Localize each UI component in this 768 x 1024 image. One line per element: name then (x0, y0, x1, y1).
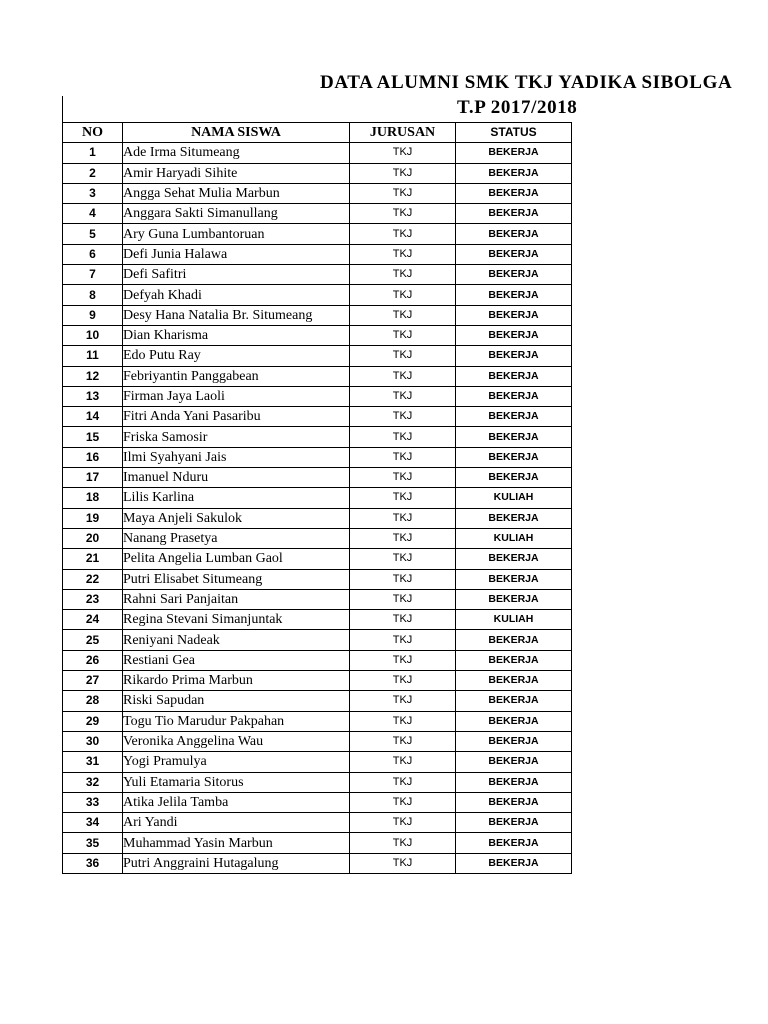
cell-status: BEKERJA (456, 346, 572, 366)
cell-no: 19 (63, 508, 123, 528)
cell-no: 29 (63, 711, 123, 731)
cell-status: BEKERJA (456, 325, 572, 345)
cell-status: BEKERJA (456, 183, 572, 203)
header-nama-siswa: NAMA SISWA (123, 123, 350, 143)
cell-status: BEKERJA (456, 569, 572, 589)
cell-nama-siswa: Togu Tio Marudur Pakpahan (123, 711, 350, 731)
cell-jurusan: TKJ (350, 183, 456, 203)
cell-jurusan: TKJ (350, 447, 456, 467)
document-title: DATA ALUMNI SMK TKJ YADIKA SIBOLGA (320, 72, 733, 93)
cell-jurusan: TKJ (350, 528, 456, 548)
cell-no: 15 (63, 427, 123, 447)
cell-jurusan: TKJ (350, 325, 456, 345)
cell-nama-siswa: Angga Sehat Mulia Marbun (123, 183, 350, 203)
table-row (63, 853, 572, 873)
cell-status: KULIAH (456, 528, 572, 548)
table-row (63, 610, 572, 630)
cell-status: BEKERJA (456, 366, 572, 386)
cell-nama-siswa: Dian Kharisma (123, 325, 350, 345)
cell-nama-siswa: Veronika Anggelina Wau (123, 731, 350, 751)
cell-no: 32 (63, 772, 123, 792)
cell-nama-siswa: Yuli Etamaria Sitorus (123, 772, 350, 792)
table-row (63, 650, 572, 670)
table-row (63, 711, 572, 731)
cell-nama-siswa: Rikardo Prima Marbun (123, 671, 350, 691)
cell-jurusan: TKJ (350, 244, 456, 264)
cell-status: KULIAH (456, 488, 572, 508)
table-body (63, 143, 572, 874)
cell-nama-siswa: Ari Yandi (123, 813, 350, 833)
table-row (63, 244, 572, 264)
table-row (63, 183, 572, 203)
cell-nama-siswa: Fitri Anda Yani Pasaribu (123, 407, 350, 427)
cell-status: BEKERJA (456, 813, 572, 833)
table-row (63, 691, 572, 711)
cell-nama-siswa: Pelita Angelia Lumban Gaol (123, 549, 350, 569)
cell-no: 9 (63, 305, 123, 325)
table-row (63, 488, 572, 508)
cell-jurusan: TKJ (350, 427, 456, 447)
cell-no: 27 (63, 671, 123, 691)
cell-jurusan: TKJ (350, 366, 456, 386)
cell-jurusan: TKJ (350, 407, 456, 427)
table-row (63, 589, 572, 609)
cell-no: 31 (63, 752, 123, 772)
cell-jurusan: TKJ (350, 630, 456, 650)
table-row (63, 346, 572, 366)
cell-nama-siswa: Atika Jelila Tamba (123, 792, 350, 812)
cell-nama-siswa: Rahni Sari Panjaitan (123, 589, 350, 609)
cell-no: 26 (63, 650, 123, 670)
table-row (63, 305, 572, 325)
cell-no: 14 (63, 407, 123, 427)
cell-no: 12 (63, 366, 123, 386)
table-row (63, 285, 572, 305)
cell-status: BEKERJA (456, 204, 572, 224)
cell-nama-siswa: Defyah Khadi (123, 285, 350, 305)
cell-status: KULIAH (456, 610, 572, 630)
cell-no: 21 (63, 549, 123, 569)
cell-no: 23 (63, 589, 123, 609)
cell-jurusan: TKJ (350, 508, 456, 528)
table-row (63, 325, 572, 345)
cell-nama-siswa: Imanuel Nduru (123, 468, 350, 488)
cell-jurusan: TKJ (350, 386, 456, 406)
cell-jurusan: TKJ (350, 691, 456, 711)
cell-no: 22 (63, 569, 123, 589)
cell-jurusan: TKJ (350, 833, 456, 853)
cell-no: 24 (63, 610, 123, 630)
cell-nama-siswa: Reniyani Nadeak (123, 630, 350, 650)
cell-status: BEKERJA (456, 752, 572, 772)
table-row (63, 508, 572, 528)
cell-no: 5 (63, 224, 123, 244)
cell-nama-siswa: Desy Hana Natalia Br. Situmeang (123, 305, 350, 325)
table-row (63, 549, 572, 569)
cell-status: BEKERJA (456, 447, 572, 467)
header-jurusan: JURUSAN (350, 123, 456, 143)
table-row (63, 792, 572, 812)
cell-nama-siswa: Restiani Gea (123, 650, 350, 670)
cell-jurusan: TKJ (350, 163, 456, 183)
cell-nama-siswa: Muhammad Yasin Marbun (123, 833, 350, 853)
cell-status: BEKERJA (456, 772, 572, 792)
title-area (0, 0, 733, 124)
cell-jurusan: TKJ (350, 488, 456, 508)
cell-status: BEKERJA (456, 244, 572, 264)
table-row (63, 813, 572, 833)
cell-nama-siswa: Ilmi Syahyani Jais (123, 447, 350, 467)
cell-nama-siswa: Firman Jaya Laoli (123, 386, 350, 406)
cell-no: 28 (63, 691, 123, 711)
cell-nama-siswa: Anggara Sakti Simanullang (123, 204, 350, 224)
cell-status: BEKERJA (456, 671, 572, 691)
cell-status: BEKERJA (456, 853, 572, 873)
cell-status: BEKERJA (456, 650, 572, 670)
table-row (63, 447, 572, 467)
cell-jurusan: TKJ (350, 265, 456, 285)
cell-status: BEKERJA (456, 833, 572, 853)
table-row (63, 163, 572, 183)
left-border-rule (62, 96, 63, 122)
cell-no: 10 (63, 325, 123, 345)
cell-status: BEKERJA (456, 265, 572, 285)
cell-nama-siswa: Nanang Prasetya (123, 528, 350, 548)
cell-status: BEKERJA (456, 143, 572, 163)
table-row (63, 671, 572, 691)
table-row (63, 731, 572, 751)
cell-nama-siswa: Putri Anggraini Hutagalung (123, 853, 350, 873)
cell-jurusan: TKJ (350, 589, 456, 609)
table-header-row (63, 123, 572, 143)
cell-jurusan: TKJ (350, 853, 456, 873)
table-row (63, 569, 572, 589)
table-row (63, 366, 572, 386)
cell-jurusan: TKJ (350, 549, 456, 569)
table-row (63, 204, 572, 224)
cell-no: 4 (63, 204, 123, 224)
cell-no: 35 (63, 833, 123, 853)
cell-status: BEKERJA (456, 305, 572, 325)
cell-nama-siswa: Lilis Karlina (123, 488, 350, 508)
cell-no: 18 (63, 488, 123, 508)
cell-status: BEKERJA (456, 711, 572, 731)
cell-status: BEKERJA (456, 792, 572, 812)
document-subtitle-year: T.P 2017/2018 (457, 97, 578, 118)
cell-status: BEKERJA (456, 427, 572, 447)
cell-no: 8 (63, 285, 123, 305)
cell-nama-siswa: Friska Samosir (123, 427, 350, 447)
table-row (63, 427, 572, 447)
cell-nama-siswa: Regina Stevani Simanjuntak (123, 610, 350, 630)
cell-status: BEKERJA (456, 407, 572, 427)
cell-jurusan: TKJ (350, 204, 456, 224)
cell-jurusan: TKJ (350, 224, 456, 244)
cell-jurusan: TKJ (350, 569, 456, 589)
cell-jurusan: TKJ (350, 731, 456, 751)
cell-status: BEKERJA (456, 549, 572, 569)
cell-status: BEKERJA (456, 589, 572, 609)
cell-jurusan: TKJ (350, 650, 456, 670)
table-row (63, 772, 572, 792)
cell-status: BEKERJA (456, 731, 572, 751)
cell-nama-siswa: Riski Sapudan (123, 691, 350, 711)
cell-status: BEKERJA (456, 508, 572, 528)
alumni-table (62, 122, 572, 874)
cell-nama-siswa: Defi Safitri (123, 265, 350, 285)
cell-no: 11 (63, 346, 123, 366)
table-row (63, 386, 572, 406)
cell-no: 20 (63, 528, 123, 548)
cell-nama-siswa: Ade Irma Situmeang (123, 143, 350, 163)
cell-nama-siswa: Ary Guna Lumbantoruan (123, 224, 350, 244)
cell-no: 25 (63, 630, 123, 650)
cell-status: BEKERJA (456, 386, 572, 406)
cell-status: BEKERJA (456, 468, 572, 488)
table-row (63, 224, 572, 244)
cell-no: 3 (63, 183, 123, 203)
cell-jurusan: TKJ (350, 468, 456, 488)
table-row (63, 143, 572, 163)
table-row (63, 407, 572, 427)
cell-no: 30 (63, 731, 123, 751)
cell-status: BEKERJA (456, 285, 572, 305)
cell-nama-siswa: Putri Elisabet Situmeang (123, 569, 350, 589)
header-status: STATUS (456, 123, 572, 143)
cell-nama-siswa: Febriyantin Panggabean (123, 366, 350, 386)
cell-jurusan: TKJ (350, 772, 456, 792)
cell-jurusan: TKJ (350, 752, 456, 772)
cell-jurusan: TKJ (350, 711, 456, 731)
cell-no: 16 (63, 447, 123, 467)
cell-no: 2 (63, 163, 123, 183)
cell-nama-siswa: Maya Anjeli Sakulok (123, 508, 350, 528)
cell-nama-siswa: Defi Junia Halawa (123, 244, 350, 264)
cell-no: 17 (63, 468, 123, 488)
header-no: NO (63, 123, 123, 143)
cell-no: 1 (63, 143, 123, 163)
cell-nama-siswa: Amir Haryadi Sihite (123, 163, 350, 183)
cell-no: 7 (63, 265, 123, 285)
cell-status: BEKERJA (456, 630, 572, 650)
table-row (63, 833, 572, 853)
cell-no: 13 (63, 386, 123, 406)
table-row (63, 468, 572, 488)
cell-jurusan: TKJ (350, 346, 456, 366)
cell-no: 6 (63, 244, 123, 264)
table-row (63, 752, 572, 772)
cell-jurusan: TKJ (350, 305, 456, 325)
cell-status: BEKERJA (456, 224, 572, 244)
cell-status: BEKERJA (456, 691, 572, 711)
table-row (63, 528, 572, 548)
cell-nama-siswa: Edo Putu Ray (123, 346, 350, 366)
cell-jurusan: TKJ (350, 143, 456, 163)
cell-jurusan: TKJ (350, 610, 456, 630)
cell-no: 36 (63, 853, 123, 873)
table-row (63, 265, 572, 285)
cell-status: BEKERJA (456, 163, 572, 183)
cell-nama-siswa: Yogi Pramulya (123, 752, 350, 772)
table-row (63, 630, 572, 650)
cell-no: 33 (63, 792, 123, 812)
cell-jurusan: TKJ (350, 671, 456, 691)
cell-jurusan: TKJ (350, 285, 456, 305)
cell-jurusan: TKJ (350, 792, 456, 812)
cell-jurusan: TKJ (350, 813, 456, 833)
cell-no: 34 (63, 813, 123, 833)
